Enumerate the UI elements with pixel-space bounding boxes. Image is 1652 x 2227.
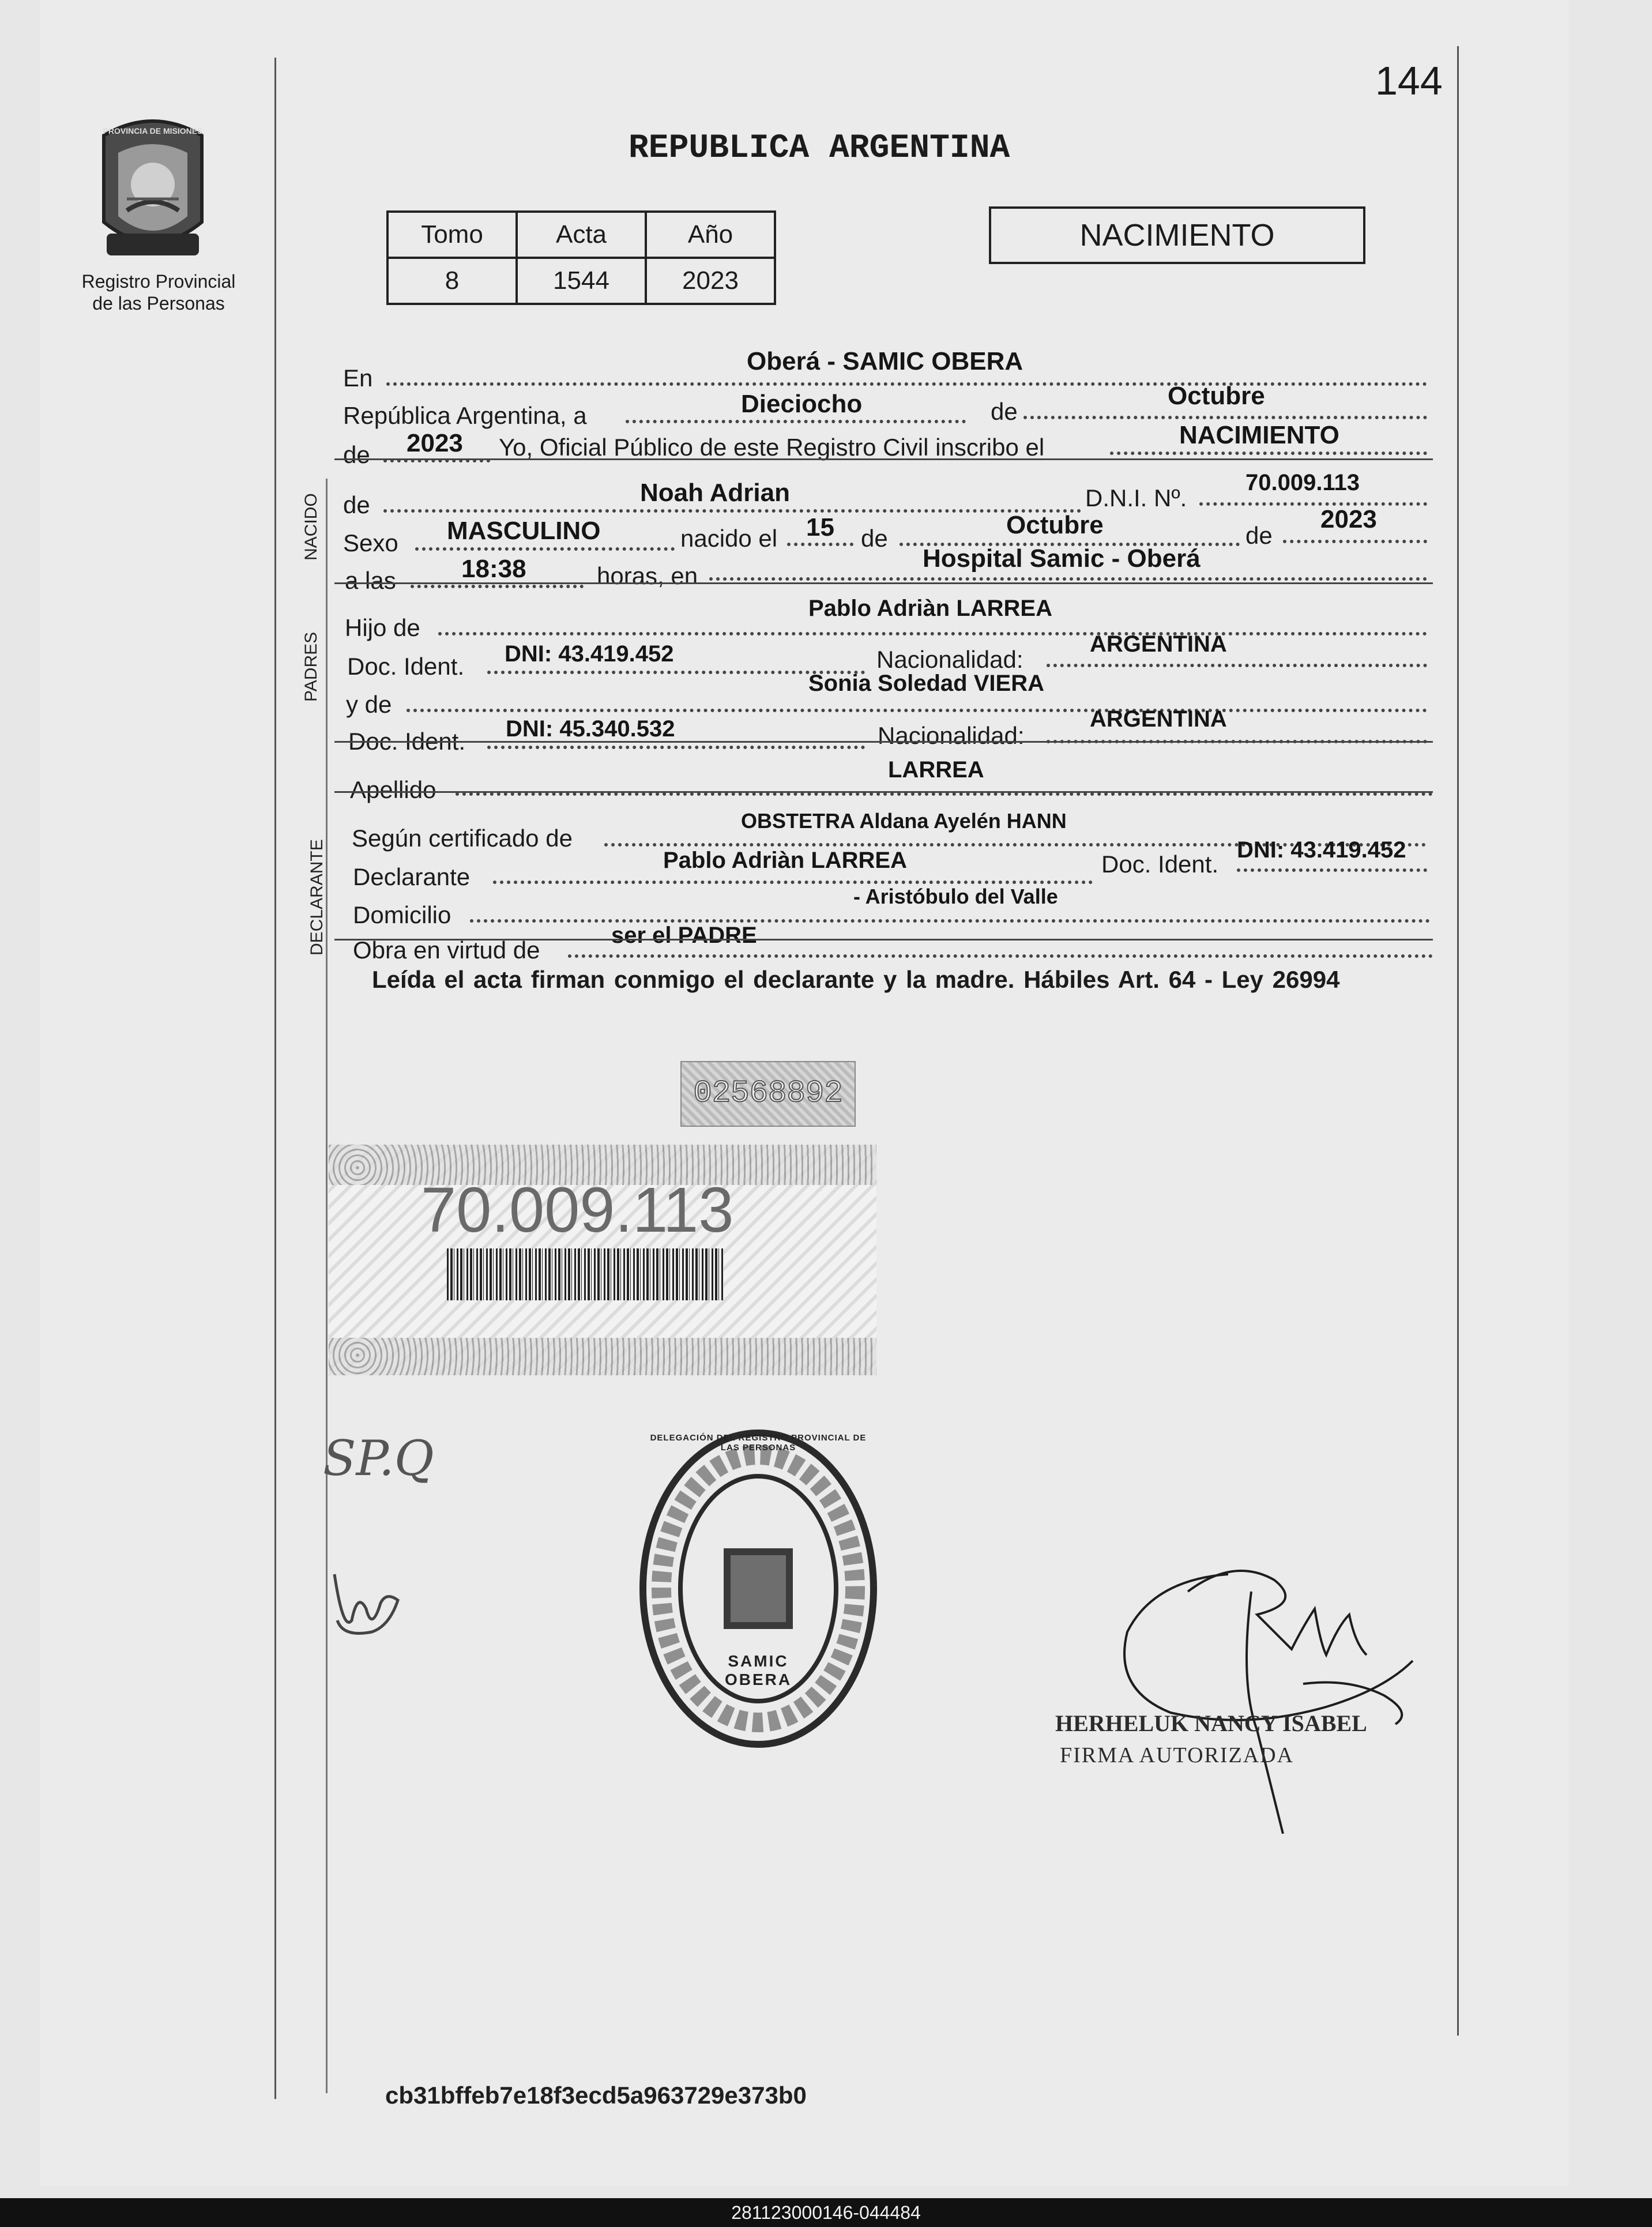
certificate-value: OBSTETRA Aldana Ayelén HANN	[741, 809, 1067, 833]
doc-label: Doc. Ident.	[348, 728, 466, 755]
sticker-number: 70.009.113	[421, 1175, 734, 1246]
dots	[787, 543, 853, 546]
dots	[1237, 868, 1427, 872]
value-acta: 1544	[517, 258, 646, 304]
obra-label: Obra en virtud de	[353, 936, 540, 964]
birth-year: 2023	[1320, 505, 1377, 533]
value-tomo: 8	[387, 258, 517, 304]
value-ano: 2023	[646, 258, 775, 304]
serial-stamp	[680, 1061, 856, 1127]
segun-label: Según certificado de	[352, 825, 573, 852]
signature-scribble	[1084, 1545, 1430, 1834]
father-doc: DNI: 43.419.452	[505, 641, 674, 667]
dots	[386, 382, 1427, 386]
header-tomo: Tomo	[387, 212, 517, 258]
initials-handwritten: SP.Q	[323, 1430, 434, 1487]
dots	[1047, 664, 1427, 667]
inscription-type: NACIMIENTO	[1179, 421, 1339, 449]
domicilio-label: Domicilio	[353, 901, 451, 928]
birth-place: Hospital Samic - Oberá	[923, 544, 1201, 573]
logo-ring-text: PROVINCIA DE MISIONES	[103, 126, 203, 136]
declarante-name: Pablo Adriàn LARREA	[663, 848, 907, 873]
nac-label: Nacionalidad:	[876, 646, 1023, 673]
a-las-label: a las	[345, 567, 396, 594]
signatory-name: HERHELUK NANCY ISABEL	[1055, 1710, 1367, 1736]
dots	[626, 420, 966, 423]
de-label-3: de	[1245, 522, 1273, 549]
father-name: Pablo Adriàn LARREA	[808, 596, 1052, 621]
dots	[383, 509, 1081, 513]
header-acta: Acta	[517, 212, 646, 258]
sticker-barcode	[447, 1248, 724, 1300]
seal-center-text: SAMIC OBERA	[724, 1652, 792, 1688]
mother-doc: DNI: 45.340.532	[506, 716, 675, 742]
apellido-label: Apellido	[350, 776, 436, 803]
dots	[1199, 502, 1427, 506]
nacido-el-label: nacido el	[680, 525, 778, 552]
horas-label: horas, en	[597, 562, 698, 589]
province-logo	[86, 112, 219, 268]
logo-caption-2: de las Personas	[92, 293, 225, 314]
divider	[334, 458, 1433, 460]
de-label: de	[343, 441, 370, 468]
seal-ring-text: DELEGACIÓN DEL REGISTRO PROVINCIAL DE LAS PERSONAS	[650, 1433, 867, 1453]
declarante-doc: DNI: 43.419.452	[1237, 837, 1406, 863]
birth-time: 18:38	[461, 555, 526, 583]
year-value: 2023	[407, 429, 463, 457]
y-de-label: y de	[346, 691, 392, 718]
id-sticker	[329, 1145, 876, 1375]
obra-value: ser el PADRE	[611, 923, 757, 948]
hash-code: cb31bffeb7e18f3ecd5a963729e373b0	[385, 2082, 807, 2109]
dots	[1110, 452, 1427, 455]
declarante-doc-label: Doc. Ident.	[1101, 851, 1219, 878]
sexo-label: Sexo	[343, 529, 398, 556]
footer-code: 281123000146-044484	[731, 2202, 921, 2223]
divider	[334, 791, 1433, 793]
dots	[1023, 416, 1427, 419]
divider	[334, 582, 1433, 584]
de-label: de	[991, 398, 1018, 425]
de-label-2: de	[861, 525, 888, 552]
mother-name: Sonia Soledad VIERA	[808, 671, 1044, 696]
header-ano: Año	[646, 212, 775, 258]
place-value: Oberá - SAMIC OBERA	[747, 347, 1023, 375]
logo-caption-1: Registro Provincial	[81, 271, 236, 292]
birth-month: Octubre	[1006, 511, 1104, 539]
child-name: Noah Adrian	[640, 479, 790, 507]
birth-day: 15	[806, 513, 834, 541]
child-dni: 70.009.113	[1245, 470, 1360, 495]
dots	[1283, 540, 1427, 543]
sexo-value: MASCULINO	[447, 517, 601, 545]
oficial-text: Yo, Oficial Público de este Registro Civil inscribo el	[499, 434, 1045, 461]
doc-label: Doc. Ident.	[347, 653, 465, 680]
handwritten-mark	[326, 1557, 412, 1643]
document-type-box	[989, 206, 1365, 264]
dots	[709, 577, 1427, 581]
en-label: En	[343, 364, 373, 392]
declarante-label: Declarante	[353, 863, 471, 890]
apellido-value: LARREA	[888, 757, 984, 783]
country-title: REPUBLICA ARGENTINA	[629, 130, 1010, 167]
dots	[415, 547, 675, 551]
dots	[493, 881, 1093, 884]
dots	[568, 954, 1433, 958]
signatory-role: FIRMA AUTORIZADA	[1060, 1743, 1294, 1767]
section-label-padres: PADRES	[302, 631, 321, 702]
divider	[334, 741, 1433, 743]
day-value: Dieciocho	[741, 390, 863, 418]
reference-table	[386, 210, 776, 305]
page-number: 144	[1375, 58, 1443, 103]
domicilio-value: - Aristóbulo del Valle	[853, 885, 1058, 908]
document-type: NACIMIENTO	[1079, 218, 1275, 253]
dni-label: D.N.I. Nº.	[1085, 484, 1187, 511]
dots	[487, 746, 865, 749]
section-label-nacido: NACIDO	[302, 493, 321, 560]
section-label-declarante: DECLARANTE	[307, 839, 326, 955]
mother-nationality: ARGENTINA	[1090, 706, 1227, 732]
republica-label: República Argentina, a	[343, 402, 587, 429]
official-seal	[631, 1421, 885, 1756]
inner-margin-line	[326, 479, 328, 2093]
month-value: Octubre	[1168, 382, 1265, 410]
serial-number: 02568892	[693, 1076, 843, 1111]
left-margin-line	[274, 58, 276, 2099]
nac-label: Nacionalidad:	[878, 722, 1025, 749]
dots	[407, 709, 1427, 712]
dots	[411, 585, 584, 588]
nacido-de-label: de	[343, 491, 370, 518]
hijo-label: Hijo de	[345, 614, 420, 641]
right-margin-line	[1457, 46, 1459, 2036]
divider	[334, 939, 1433, 941]
closing-text: Leída el acta firman conmigo el declarante y la madre. Hábiles Art. 64 - Ley 26994	[372, 966, 1340, 993]
dots	[438, 632, 1427, 635]
sticker-wave-bottom	[329, 1338, 876, 1375]
father-nationality: ARGENTINA	[1090, 631, 1227, 657]
footer-bar	[0, 2198, 1652, 2227]
